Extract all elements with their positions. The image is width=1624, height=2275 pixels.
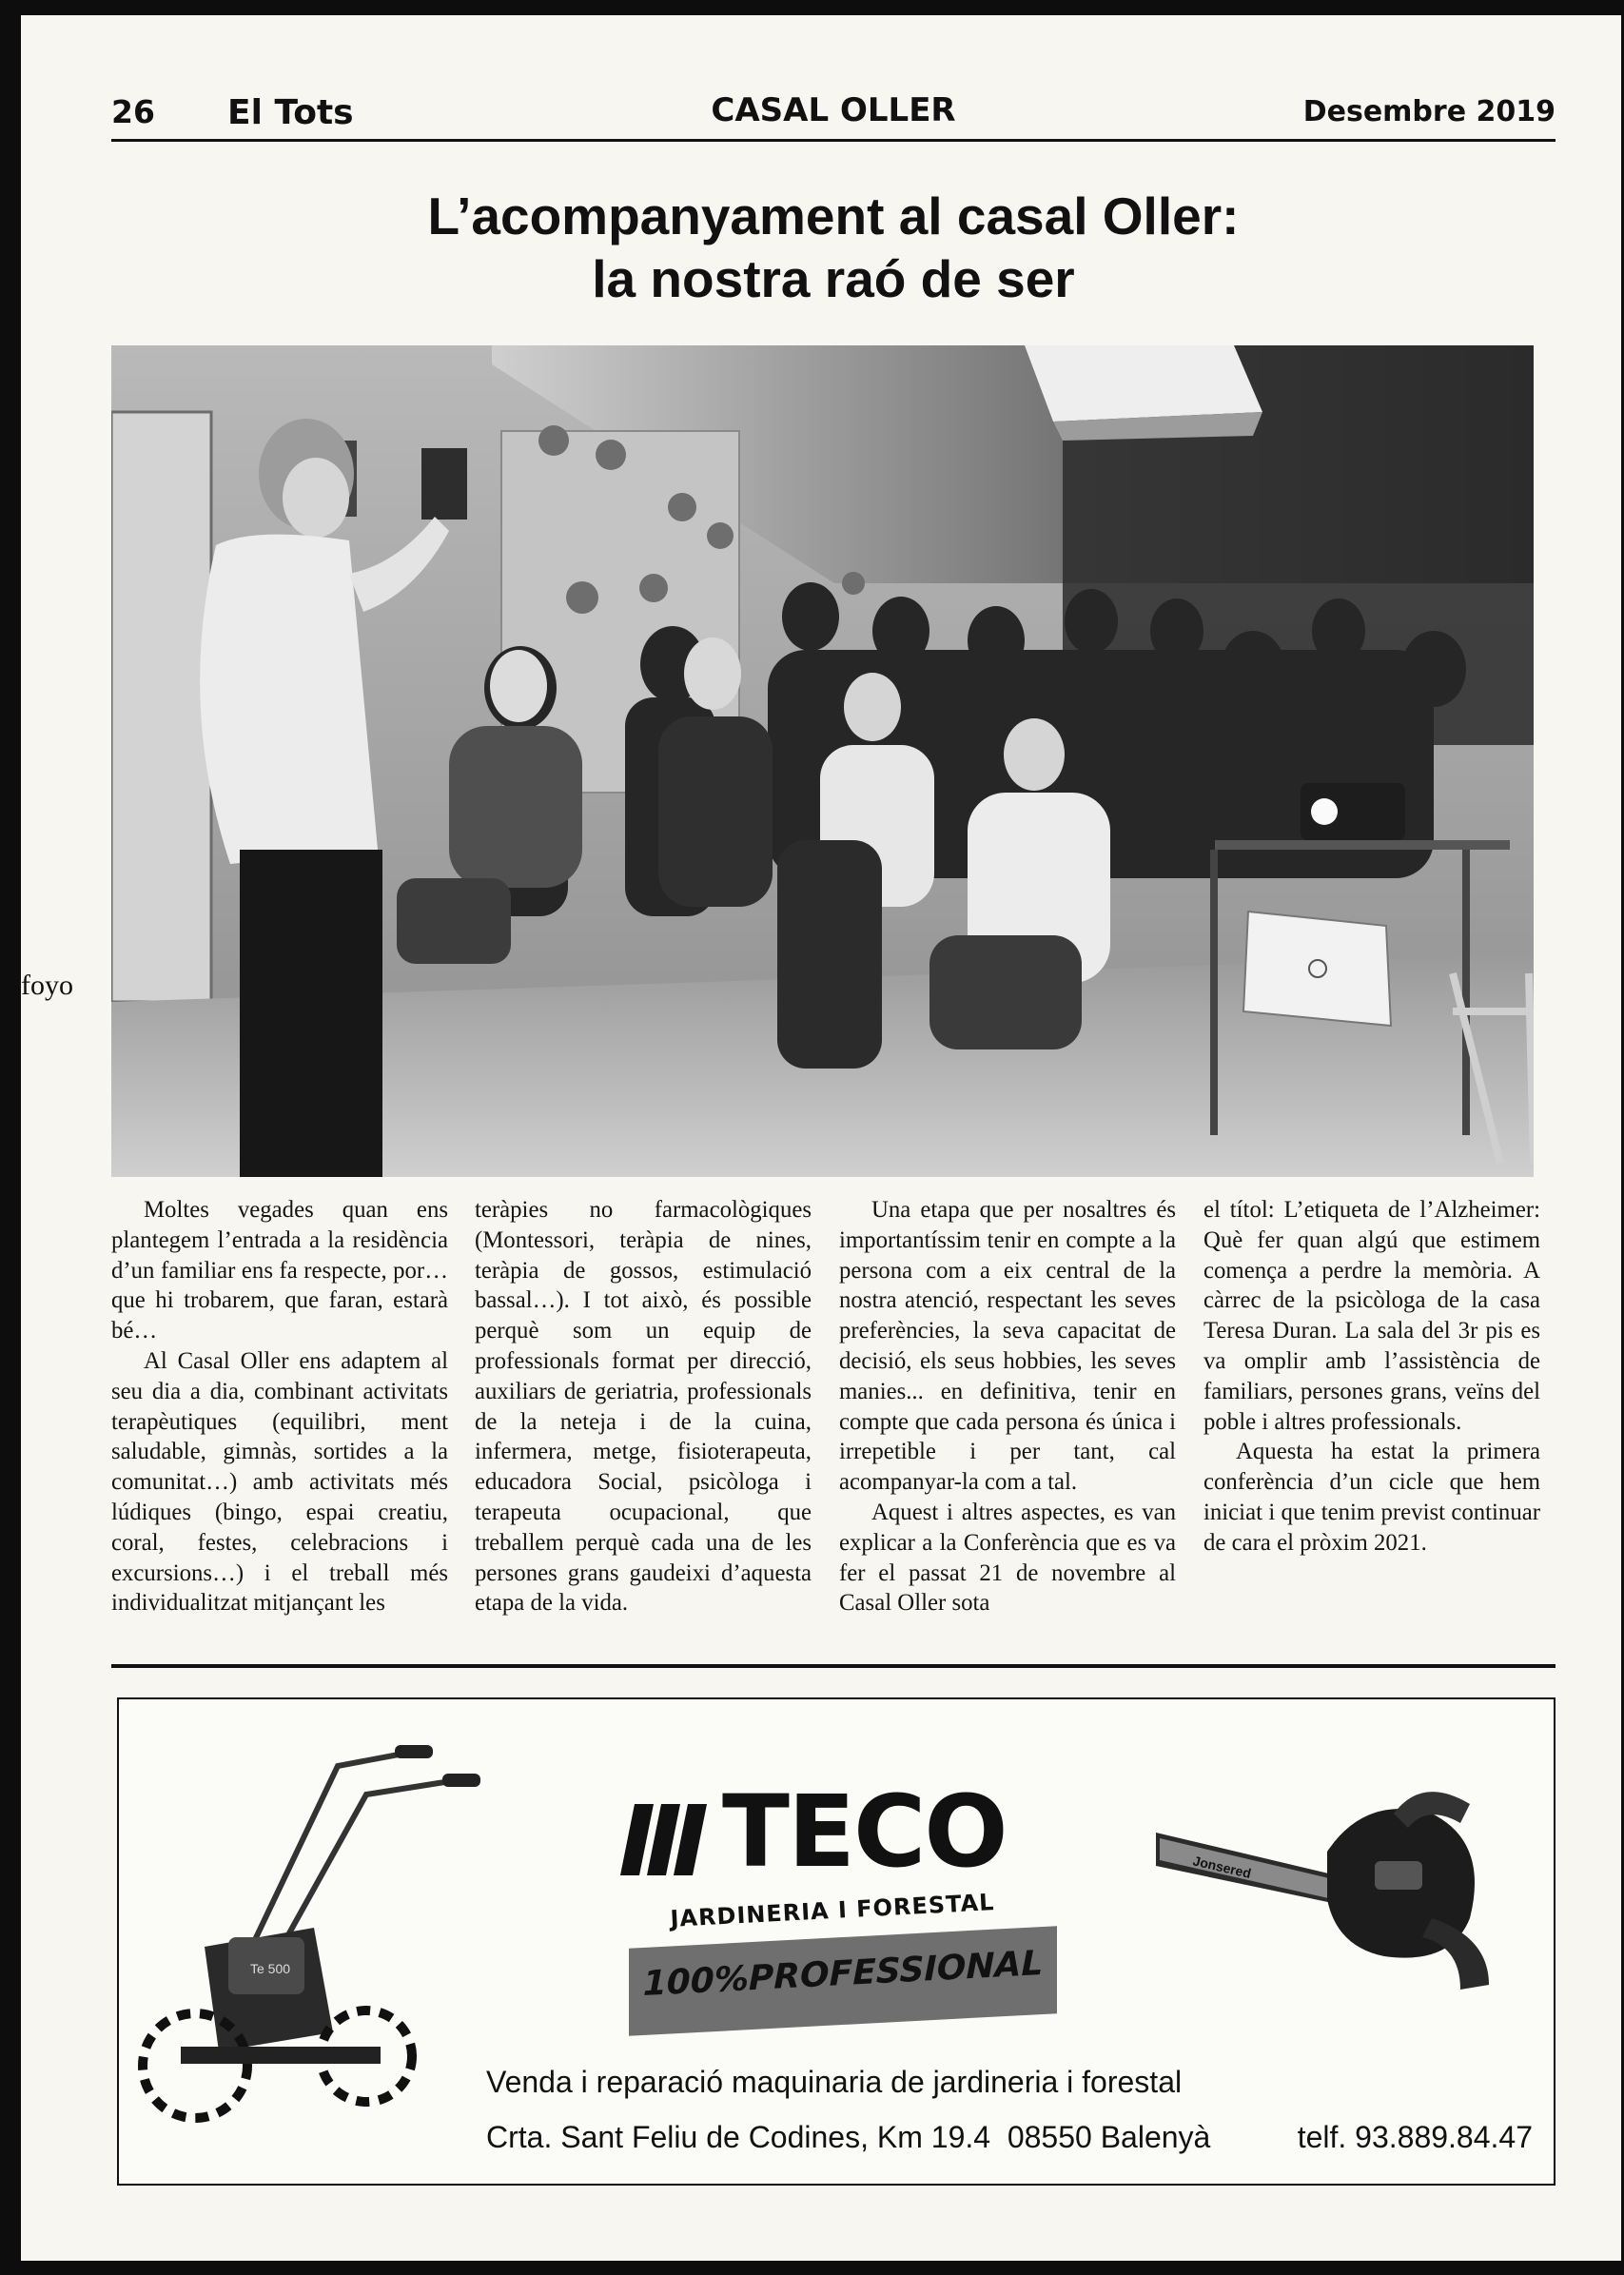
professional-badge [629,1926,1057,2036]
chainsaw-brand-label: Jonsered [1191,1853,1253,1881]
page-header [111,84,1556,141]
conference-photo-illustration [111,345,1534,1177]
paragraph: Aquesta ha estat la primera conferència d’un cicle que hem iniciat i que tenim previst continuar de cara el pròxim 2021. [1203,1439,1540,1556]
section-title: CASAL OLLER [711,91,956,129]
svg-text:Te 500: Te 500 [250,1961,291,1976]
teco-advertisement [117,1697,1556,2186]
paragraph: Una etapa que per nosaltres és importantíssim tenir en compte a la persona com a eix central de la nostra atenció, respectant les seves preferències, la seva capacitat de decisió, els seus hobbies, les seves manies... en definitiva, tenir en compte que cada persona és única i irrepetible i per tant, cal acompanyar-la com a tal. [839,1197,1176,1496]
article-column-1 [111,1195,448,1618]
teco-tagline: JARDINERIA I FORESTAL [669,1889,996,1932]
paragraph: Moltes vegades quan ens plantegem l’entrada a la residència d’un familiar ens fa respecte, por… que hi trobarem, que faran, estarà bé… [111,1197,448,1344]
ad-address: Crta. Sant Feliu de Codines, Km 19.4 08550 Balenyà [486,2120,1211,2154]
article-body [111,1195,1556,1647]
ad-services-line: Venda i reparació maquinaria de jardineria i forestal [486,2065,1183,2099]
teco-logo [616,1774,1061,1890]
page-number: 26 [111,93,155,130]
headline-line-1: L’acompanyament al casal Oller: [427,186,1240,245]
article-column-4 [1203,1195,1540,1559]
newspaper-page [21,15,1621,2261]
header-divider [111,139,1556,142]
ad-phone: telf. 93.889.84.47 [1297,2120,1533,2154]
article-photo [111,345,1534,1177]
adjacent-page-fragment: foyo [21,970,73,1001]
article-headline [111,185,1556,310]
publication-name: El Tots [227,93,354,132]
article-column-3 [839,1195,1176,1618]
paragraph: Aquest i altres aspectes, es van explicar a la Conferència que es va fer el passat 21 de novembre al Casal Oller sota [839,1499,1176,1617]
teco-stripes-icon [616,1795,720,1880]
issue-date: Desembre 2019 [1302,95,1556,128]
professional-badge-text: 100%PROFESSIONAL [642,1943,1044,2005]
advertisement-divider [111,1664,1556,1668]
tiller-illustration [128,1728,538,2128]
chainsaw-illustration [1146,1775,1508,2004]
paragraph: teràpies no farmacològiques (Montessori, teràpia de nines, teràpia de gossos, estimulació bassal…). I tot això, és possible perquè som un equip de professionals format per direcció, auxiliars de geriatria, professionals de la neteja i de la cuina, infermera, metge, fisioterapeuta, educadora Social, psicòloga i terapeuta ocupacional, que treballem perquè cada una de les persones grans gaudeixi d’aquesta etapa de la vida. [475,1197,812,1617]
paragraph: el títol: L’etiqueta de l’Alzheimer: Què fer quan algú que estimem comença a perdre la memòria. A càrrec de la psicòloga de la casa Teresa Duran. La sala del 3r pis es va omplir amb l’assistència de familiars, persones grans, veïns del poble i altres professionals. [1203,1197,1540,1435]
teco-wordmark: TECO [722,1774,1007,1890]
article-column-2 [475,1195,812,1618]
headline-line-2: la nostra raó de ser [592,249,1075,308]
paragraph: Al Casal Oller ens adaptem al seu dia a dia, combinant activitats terapèutiques (equilibri, ment saludable, gimnàs, sortides a la comunitat…) amb activitats més lúdiques (bingo, espai creatiu, coral, festes, celebracions i excursions…) i el treball més individualitzat mitjançant les [111,1347,448,1617]
